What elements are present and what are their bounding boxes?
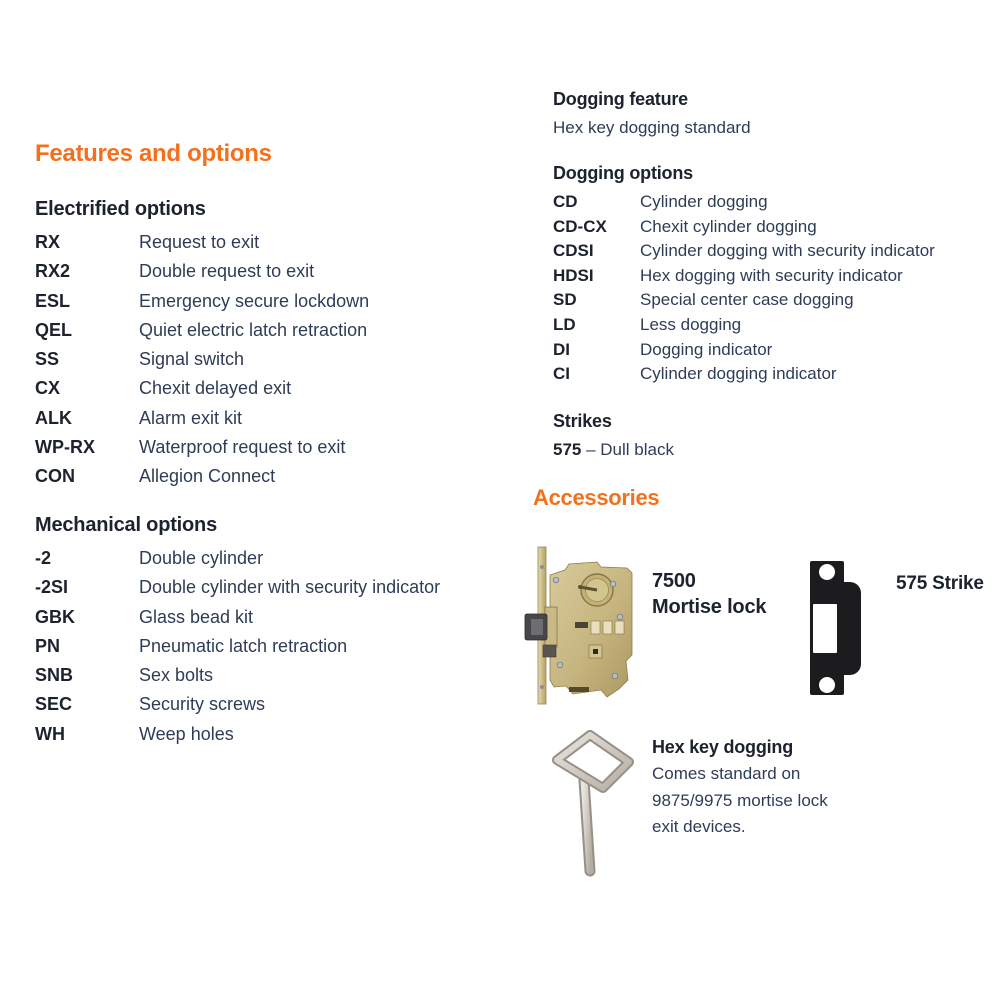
strike-image — [805, 555, 867, 710]
option-description: Sex bolts — [139, 665, 214, 686]
hex-key-caption-text: Comes standard on 9875/9975 mortise lock exit devices. — [652, 764, 828, 837]
mortise-lock-image — [523, 537, 658, 717]
strike-finish-code: 575 — [553, 440, 582, 459]
option-row — [35, 320, 535, 349]
mortise-lock-name: Mortise lock — [652, 596, 767, 618]
option-row — [553, 340, 993, 365]
option-description: Security screws — [139, 694, 266, 715]
option-code: CDSI — [553, 241, 594, 261]
mortise-lock-caption — [652, 568, 766, 620]
option-row — [553, 315, 993, 340]
option-row — [553, 364, 993, 389]
option-row — [35, 408, 535, 437]
option-description: Dogging indicator — [640, 339, 773, 359]
strike-finish-line — [553, 440, 674, 460]
strike-finish-desc: – Dull black — [581, 440, 674, 459]
option-description: Allegion Connect — [139, 466, 276, 487]
option-row — [35, 261, 535, 290]
section-heading-electrified: Electrified options — [35, 198, 206, 220]
option-description: Quiet electric latch retraction — [139, 319, 368, 340]
option-code: DI — [553, 339, 570, 359]
mortise-lock-graphic — [523, 537, 658, 712]
option-description: Emergency secure lockdown — [139, 290, 370, 311]
option-code: CD-CX — [553, 216, 607, 236]
option-description: Glass bead kit — [139, 606, 254, 627]
option-row — [553, 290, 993, 315]
hex-key-graphic — [548, 722, 648, 877]
option-code: SS — [35, 349, 60, 370]
electrified-options-list — [35, 232, 535, 496]
option-row — [553, 192, 993, 217]
option-row — [35, 665, 535, 694]
option-description: Weep holes — [139, 723, 234, 744]
option-row — [35, 437, 535, 466]
mechanical-options-list — [35, 548, 535, 753]
option-code: ALK — [35, 407, 72, 428]
option-description: Cylinder dogging — [640, 192, 768, 211]
strike-graphic — [805, 555, 867, 705]
option-description: Less dogging — [640, 314, 742, 334]
option-code: CI — [553, 364, 570, 384]
option-description: Waterproof request to exit — [139, 437, 346, 458]
option-row — [35, 607, 535, 636]
option-code: RX — [35, 232, 61, 252]
option-code: QEL — [35, 319, 73, 340]
option-code: -2 — [35, 548, 52, 568]
section-heading-accessories: Accessories — [533, 485, 660, 510]
section-heading-strikes: Strikes — [553, 411, 612, 431]
option-code: -2SI — [35, 577, 69, 598]
option-row — [35, 724, 535, 753]
strike-caption: 575 Strike — [896, 573, 984, 594]
option-row — [35, 378, 535, 407]
option-row — [553, 266, 993, 291]
option-description: Double request to exit — [139, 261, 315, 282]
option-description: Chexit delayed exit — [139, 378, 292, 399]
option-code: SD — [553, 290, 577, 310]
option-row — [553, 241, 993, 266]
option-code: HDSI — [553, 265, 594, 285]
option-code: CON — [35, 466, 75, 487]
option-code: WP-RX — [35, 437, 95, 458]
option-row — [35, 466, 535, 495]
option-code: PN — [35, 635, 61, 656]
option-row — [35, 548, 535, 577]
option-row — [35, 636, 535, 665]
hex-key-image — [548, 722, 648, 882]
option-code: RX2 — [35, 261, 71, 282]
option-description: Special center case dogging — [640, 290, 854, 310]
option-description: Alarm exit kit — [139, 407, 243, 428]
section-heading-mechanical: Mechanical options — [35, 514, 217, 536]
option-description: Double cylinder with security indicator — [139, 577, 441, 598]
option-row — [35, 232, 535, 261]
dogging-feature-text: Hex key dogging standard — [553, 118, 751, 137]
hex-key-caption-heading: Hex key dogging — [652, 737, 794, 757]
option-code: ESL — [35, 290, 71, 311]
page-title: Features and options — [35, 140, 272, 167]
option-code: CD — [553, 192, 578, 211]
option-description: Request to exit — [139, 232, 260, 252]
option-description: Cylinder dogging with security indicator — [640, 241, 935, 261]
option-description: Cylinder dogging indicator — [640, 364, 837, 384]
option-description: Pneumatic latch retraction — [139, 635, 348, 656]
section-heading-dogging-options: Dogging options — [553, 163, 693, 183]
option-description: Chexit cylinder dogging — [640, 216, 817, 236]
option-code: GBK — [35, 606, 75, 627]
option-description: Signal switch — [139, 349, 245, 370]
option-code: SEC — [35, 694, 73, 715]
section-heading-dogging-feature: Dogging feature — [553, 89, 688, 109]
option-code: WH — [35, 723, 65, 744]
option-description: Double cylinder — [139, 548, 264, 568]
option-code: CX — [35, 378, 61, 399]
option-row — [553, 217, 993, 242]
option-row — [35, 694, 535, 723]
hex-key-caption — [652, 736, 830, 840]
option-row — [35, 291, 535, 320]
option-code: LD — [553, 314, 576, 334]
dogging-options-list — [553, 192, 993, 389]
mortise-lock-model: 7500 — [652, 570, 696, 592]
option-code: SNB — [35, 665, 74, 686]
option-row — [35, 577, 535, 606]
option-row — [35, 349, 535, 378]
option-description: Hex dogging with security indicator — [640, 265, 903, 285]
